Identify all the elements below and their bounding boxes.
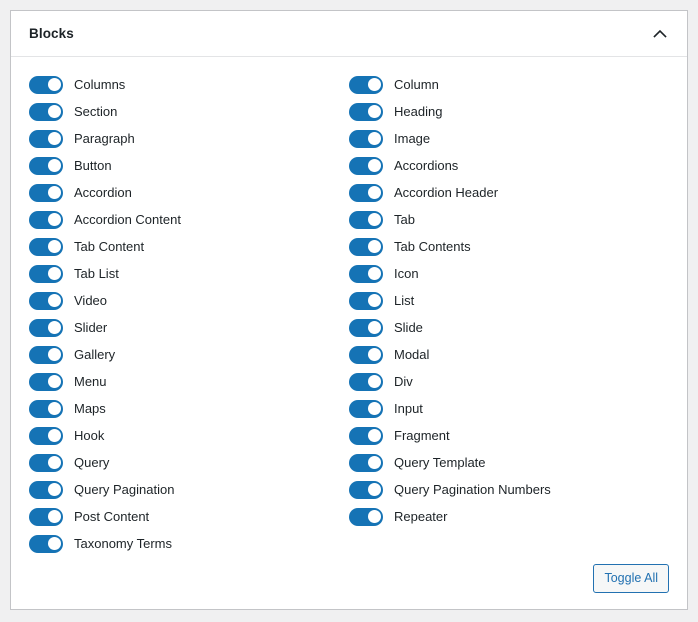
list-item-label: Input — [394, 400, 423, 416]
list-item[interactable] — [29, 233, 349, 260]
list-item-label: Tab — [394, 211, 415, 227]
list-item[interactable] — [29, 98, 349, 125]
toggle-switch[interactable] — [349, 184, 383, 202]
toggle-switch[interactable] — [29, 400, 63, 418]
list-item[interactable] — [29, 287, 349, 314]
list-item[interactable] — [29, 341, 349, 368]
list-item[interactable] — [349, 179, 669, 206]
list-item[interactable] — [349, 206, 669, 233]
toggle-switch[interactable] — [29, 346, 63, 364]
list-item[interactable] — [29, 260, 349, 287]
list-item-label: Button — [74, 157, 112, 173]
list-item[interactable] — [349, 314, 669, 341]
toggle-switch[interactable] — [349, 157, 383, 175]
list-item-label: Slider — [74, 319, 108, 335]
list-item-label: Maps — [74, 400, 106, 416]
list-item-label: Video — [74, 292, 108, 308]
toggle-switch[interactable] — [349, 400, 383, 418]
toggle-switch[interactable] — [349, 508, 383, 526]
list-item[interactable] — [349, 341, 669, 368]
toggle-switch[interactable] — [349, 373, 383, 391]
toggle-switch[interactable] — [29, 157, 63, 175]
toggle-switch[interactable] — [349, 238, 383, 256]
list-item[interactable] — [349, 368, 669, 395]
list-item[interactable] — [349, 449, 669, 476]
list-item[interactable] — [349, 422, 669, 449]
list-item-label: Image — [394, 130, 431, 146]
blocks-column-right — [349, 71, 669, 557]
list-item[interactable] — [349, 152, 669, 179]
list-item[interactable] — [349, 71, 669, 98]
list-item-label: Gallery — [74, 346, 116, 362]
list-item-label: Menu — [74, 373, 107, 389]
toggle-switch[interactable] — [29, 211, 63, 229]
list-item[interactable] — [29, 152, 349, 179]
list-item[interactable] — [29, 395, 349, 422]
toggle-switch[interactable] — [349, 427, 383, 445]
toggle-switch[interactable] — [29, 130, 63, 148]
toggle-switch[interactable] — [29, 265, 63, 283]
list-item[interactable] — [349, 98, 669, 125]
toggle-switch[interactable] — [349, 319, 383, 337]
list-item-label: Query Pagination Numbers — [394, 481, 551, 497]
list-item[interactable] — [29, 179, 349, 206]
list-item[interactable] — [349, 287, 669, 314]
toggle-switch[interactable] — [29, 292, 63, 310]
list-item-label: Taxonomy Terms — [74, 535, 173, 551]
list-item-label: List — [394, 292, 415, 308]
toggle-switch[interactable] — [349, 130, 383, 148]
list-item[interactable] — [29, 71, 349, 98]
toggle-switch[interactable] — [29, 535, 63, 553]
list-item-label: Repeater — [394, 508, 448, 524]
list-item-label: Icon — [394, 265, 419, 281]
list-item-label: Hook — [74, 427, 105, 443]
toggle-switch[interactable] — [29, 76, 63, 94]
list-item-label: Section — [74, 103, 118, 119]
list-item[interactable] — [29, 125, 349, 152]
list-item[interactable] — [29, 206, 349, 233]
list-item-label: Heading — [394, 103, 443, 119]
toggle-switch[interactable] — [349, 346, 383, 364]
toggle-switch[interactable] — [29, 238, 63, 256]
list-item-label: Tab Contents — [394, 238, 471, 254]
toggle-switch[interactable] — [29, 481, 63, 499]
list-item-label: Query Template — [394, 454, 486, 470]
list-item-label: Accordions — [394, 157, 459, 173]
blocks-panel-body — [11, 57, 687, 564]
blocks-column-left — [29, 71, 349, 557]
list-item-label: Columns — [74, 76, 126, 92]
list-item[interactable] — [349, 503, 669, 530]
list-item-label: Accordion Content — [74, 211, 181, 227]
toggle-all-button[interactable]: Toggle All — [593, 564, 669, 593]
list-item-label: Query Pagination — [74, 481, 175, 497]
chevron-up-icon[interactable] — [649, 23, 671, 45]
list-item-label: Tab Content — [74, 238, 145, 254]
list-item[interactable] — [349, 125, 669, 152]
toggle-switch[interactable] — [349, 481, 383, 499]
list-item-label: Tab List — [74, 265, 119, 281]
blocks-columns — [29, 71, 669, 557]
list-item-label: Div — [394, 373, 413, 389]
list-item-label: Paragraph — [74, 130, 135, 146]
blocks-panel-header[interactable] — [11, 11, 687, 57]
list-item-label: Accordion Header — [394, 184, 499, 200]
list-item[interactable] — [29, 503, 349, 530]
list-item[interactable] — [29, 530, 349, 557]
list-item-label: Column — [394, 76, 439, 92]
toggle-switch[interactable] — [349, 211, 383, 229]
list-item-label: Modal — [394, 346, 430, 362]
toggle-switch[interactable] — [29, 319, 63, 337]
toggle-switch[interactable] — [349, 76, 383, 94]
list-item[interactable] — [349, 233, 669, 260]
toggle-switch[interactable] — [349, 265, 383, 283]
list-item[interactable] — [29, 476, 349, 503]
blocks-panel — [10, 10, 688, 610]
list-item-label: Accordion — [74, 184, 132, 200]
list-item[interactable] — [29, 422, 349, 449]
list-item[interactable] — [349, 260, 669, 287]
list-item[interactable] — [29, 449, 349, 476]
toggle-switch[interactable] — [29, 454, 63, 472]
toggle-switch[interactable] — [349, 292, 383, 310]
toggle-switch[interactable] — [29, 427, 63, 445]
list-item-label: Query — [74, 454, 110, 470]
list-item-label: Post Content — [74, 508, 150, 524]
list-item[interactable] — [29, 368, 349, 395]
toggle-switch[interactable] — [349, 454, 383, 472]
list-item-label: Fragment — [394, 427, 450, 443]
list-item-label: Slide — [394, 319, 423, 335]
toggle-switch[interactable] — [29, 103, 63, 121]
list-item[interactable] — [29, 314, 349, 341]
blocks-panel-footer — [11, 564, 687, 609]
page-title: Blocks — [29, 26, 74, 41]
toggle-switch[interactable] — [29, 508, 63, 526]
list-item[interactable] — [349, 476, 669, 503]
toggle-switch[interactable] — [29, 184, 63, 202]
list-item[interactable] — [349, 395, 669, 422]
toggle-switch[interactable] — [349, 103, 383, 121]
toggle-switch[interactable] — [29, 373, 63, 391]
